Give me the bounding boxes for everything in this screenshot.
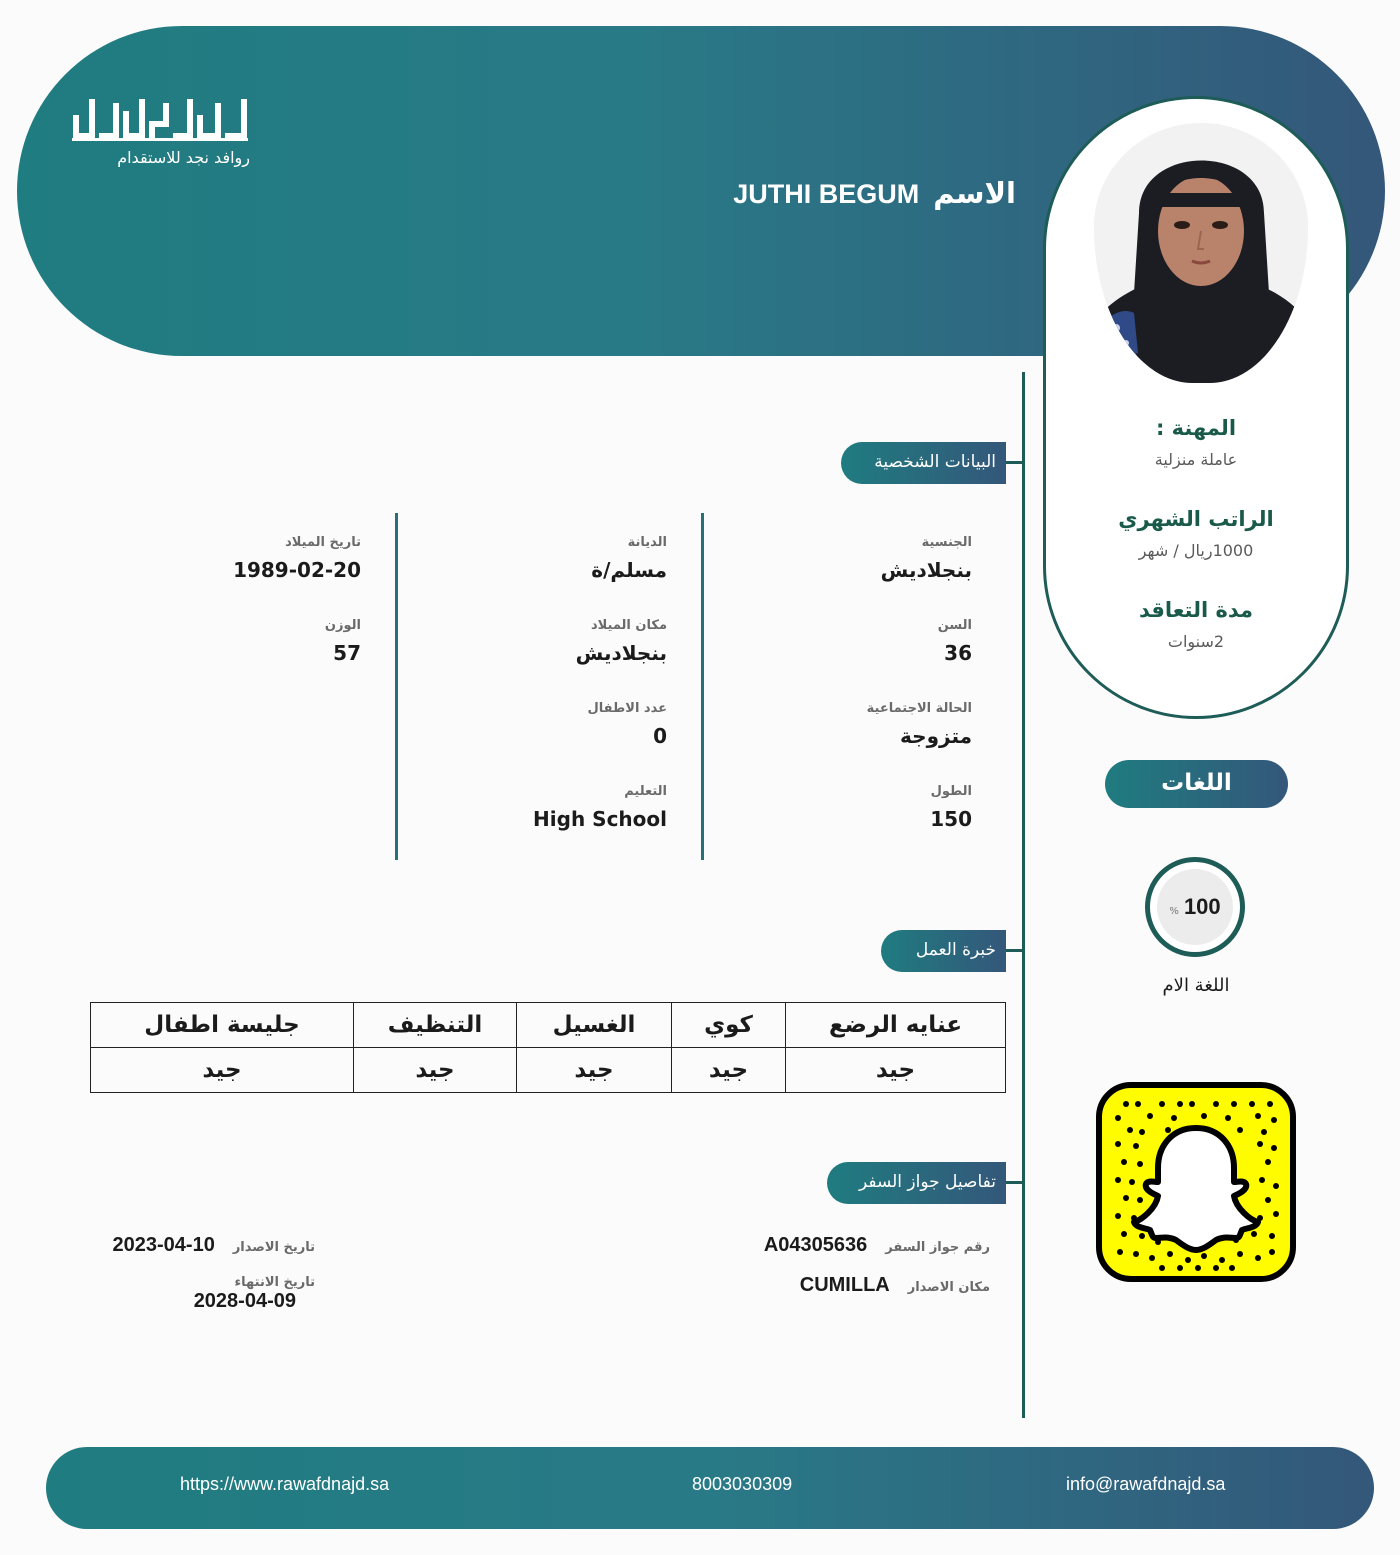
section-experience: خبرة العمل bbox=[881, 930, 1006, 972]
weight-value: 57 bbox=[333, 641, 361, 665]
dob-label: تاريخ الميلاد bbox=[285, 535, 361, 550]
passport-number-row bbox=[764, 1234, 990, 1257]
profession-value: عاملة منزلية bbox=[1154, 450, 1238, 469]
education-field bbox=[533, 784, 667, 831]
birthplace-label: مكان الميلاد bbox=[590, 618, 667, 633]
skill-level: جيد bbox=[517, 1048, 672, 1093]
section-experience-connector bbox=[1006, 949, 1024, 952]
skills-table bbox=[90, 1002, 1006, 1093]
marital-value: متزوجة bbox=[900, 724, 972, 748]
skills-header-row bbox=[91, 1003, 1006, 1048]
logo-mark-icon bbox=[68, 96, 250, 142]
skill-header: جليسة اطفال bbox=[91, 1003, 354, 1048]
name-label: الاسم bbox=[933, 176, 1016, 210]
timeline-line bbox=[1022, 372, 1025, 1418]
nationality-field bbox=[881, 535, 972, 582]
dob-value: 1989-02-20 bbox=[233, 558, 361, 582]
marital-field bbox=[867, 701, 972, 748]
religion-label: الديانة bbox=[627, 535, 667, 550]
passport-issue-row bbox=[113, 1234, 315, 1257]
age-value: 36 bbox=[944, 641, 972, 665]
language-percent: 100 bbox=[1183, 894, 1221, 919]
salary-label: الراتب الشهري bbox=[1118, 507, 1274, 531]
passport-place-row bbox=[800, 1274, 990, 1297]
logo-subtitle: روافد نجد للاستقدام bbox=[117, 148, 250, 167]
skill-level: جيد bbox=[672, 1048, 786, 1093]
column-divider bbox=[701, 513, 704, 860]
skill-level: جيد bbox=[354, 1048, 517, 1093]
height-label: الطول bbox=[930, 784, 972, 799]
name-row bbox=[733, 176, 1016, 210]
skill-header: كوي bbox=[672, 1003, 786, 1048]
language-level-inner bbox=[1157, 869, 1233, 945]
contract-value: 2سنوات bbox=[1167, 632, 1225, 651]
company-logo bbox=[68, 96, 250, 142]
birthplace-field bbox=[576, 618, 667, 665]
passport-expiry-value: 2028-04-09 bbox=[193, 1290, 296, 1312]
skills-level-row bbox=[91, 1048, 1006, 1093]
footer-email-link[interactable]: info@rawafdnajd.sa bbox=[1066, 1474, 1226, 1494]
footer-website-link[interactable]: https://www.rawafdnajd.sa bbox=[180, 1474, 390, 1494]
marital-label: الحالة الاجتماعية bbox=[866, 701, 972, 716]
weight-field bbox=[325, 618, 361, 665]
section-personal: البيانات الشخصية bbox=[841, 442, 1006, 484]
height-value: 150 bbox=[930, 807, 972, 831]
nationality-label: الجنسية bbox=[921, 535, 972, 550]
contract-label: مدة التعاقد bbox=[1138, 598, 1254, 622]
section-passport-connector bbox=[1006, 1181, 1024, 1184]
salary-block bbox=[1046, 507, 1346, 560]
section-passport: تفاصيل جواز السفر bbox=[827, 1162, 1006, 1204]
religion-field bbox=[591, 535, 667, 582]
birthplace-value: بنجلاديش bbox=[575, 641, 667, 665]
passport-issue-value: 2023-04-10 bbox=[112, 1234, 215, 1256]
skill-level: جيد bbox=[786, 1048, 1006, 1093]
contract-block bbox=[1046, 598, 1346, 651]
snapchat-ghost-icon[interactable] bbox=[1096, 1082, 1296, 1282]
children-label: عدد الاطفال bbox=[587, 701, 667, 716]
weight-label: الوزن bbox=[324, 618, 361, 633]
footer-phone[interactable]: 8003030309 bbox=[692, 1474, 793, 1494]
language-level-ring bbox=[1145, 857, 1245, 957]
skill-header: عنايه الرضع bbox=[786, 1003, 1006, 1048]
skill-header: التنظيف bbox=[354, 1003, 517, 1048]
language-percent-unit: % bbox=[1169, 906, 1179, 917]
age-field bbox=[938, 618, 972, 665]
passport-place-label: مكان الاصدار bbox=[907, 1280, 990, 1295]
passport-issue-label: تاريخ الاصدار bbox=[232, 1240, 315, 1255]
education-label: التعليم bbox=[624, 784, 667, 799]
children-field bbox=[588, 701, 668, 748]
salary-value: 1000ريال / شهر bbox=[1138, 541, 1254, 560]
section-personal-connector bbox=[1006, 461, 1024, 464]
column-divider bbox=[395, 513, 398, 860]
dob-field bbox=[233, 535, 361, 582]
education-value: High School bbox=[533, 807, 667, 831]
profession-block bbox=[1046, 416, 1346, 469]
languages-title: اللغات bbox=[1105, 760, 1288, 808]
profession-label: المهنة : bbox=[1155, 416, 1237, 440]
language-name: اللغة الام bbox=[1162, 975, 1230, 996]
skill-level: جيد bbox=[91, 1048, 354, 1093]
passport-number-label: رقم جواز السفر bbox=[885, 1240, 990, 1255]
passport-number-value: A04305636 bbox=[763, 1234, 868, 1256]
religion-value: مسلم/ة bbox=[591, 558, 667, 582]
passport-place-value: CUMILLA bbox=[799, 1274, 890, 1296]
worker-name: JUTHI BEGUM bbox=[733, 179, 920, 209]
skill-header: الغسيل bbox=[517, 1003, 672, 1048]
age-label: السن bbox=[937, 618, 972, 633]
nationality-value: بنجلاديش bbox=[880, 558, 972, 582]
passport-expiry-label: تاريخ الانتهاء bbox=[234, 1275, 315, 1290]
height-field bbox=[930, 784, 972, 831]
children-value: 0 bbox=[653, 724, 667, 748]
